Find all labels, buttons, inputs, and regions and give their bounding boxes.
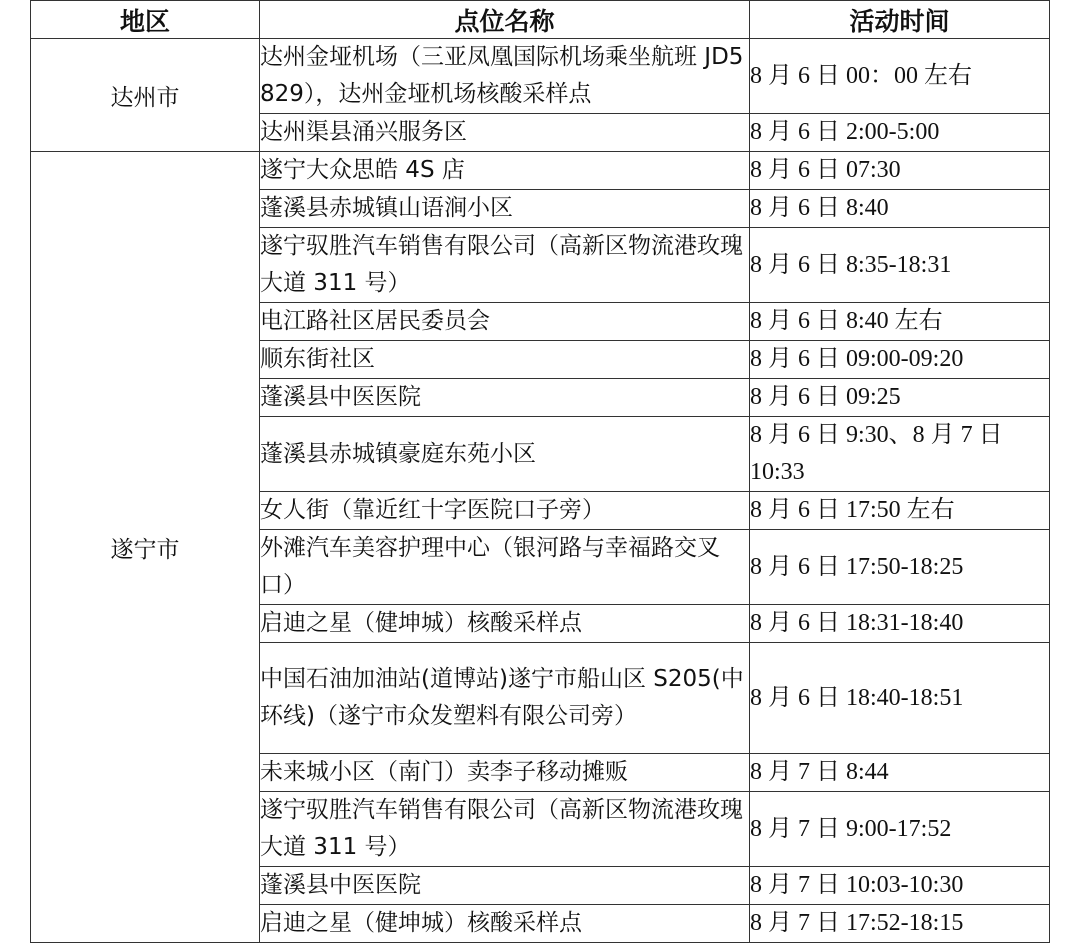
time-cell: 8 月 6 日 18:40-18:51 — [750, 643, 1050, 754]
header-row — [31, 1, 1050, 39]
table-row — [31, 39, 1050, 114]
place-cell: 外滩汽车美容护理中心（银河路与幸福路交叉口） — [260, 530, 750, 605]
place-cell: 蓬溪县中医医院 — [260, 867, 750, 905]
schedule-table — [30, 0, 1050, 943]
place-cell: 蓬溪县赤城镇豪庭东苑小区 — [260, 417, 750, 492]
place-cell: 蓬溪县中医医院 — [260, 379, 750, 417]
place-cell: 中国石油加油站(道博站)遂宁市船山区 S205(中环线)（遂宁市众发塑料有限公司旁） — [260, 643, 750, 754]
time-cell: 8 月 6 日 09:25 — [750, 379, 1050, 417]
time-cell: 8 月 7 日 17:52-18:15 — [750, 905, 1050, 943]
place-cell: 启迪之星（健坤城）核酸采样点 — [260, 605, 750, 643]
time-cell: 8 月 6 日 2:00-5:00 — [750, 114, 1050, 152]
place-cell: 遂宁驭胜汽车销售有限公司（高新区物流港玫瑰大道 311 号） — [260, 228, 750, 303]
header-place: 点位名称 — [260, 1, 750, 39]
place-cell: 达州金垭机场（三亚凤凰国际机场乘坐航班 JD5829），达州金垭机场核酸采样点 — [260, 39, 750, 114]
time-cell: 8 月 6 日 07:30 — [750, 152, 1050, 190]
place-cell: 达州渠县涌兴服务区 — [260, 114, 750, 152]
time-cell: 8 月 6 日 18:31-18:40 — [750, 605, 1050, 643]
time-cell: 8 月 6 日 17:50-18:25 — [750, 530, 1050, 605]
place-cell: 电江路社区居民委员会 — [260, 303, 750, 341]
time-cell: 8 月 7 日 10:03-10:30 — [750, 867, 1050, 905]
time-cell: 8 月 6 日 17:50 左右 — [750, 492, 1050, 530]
time-cell: 8 月 7 日 9:00-17:52 — [750, 792, 1050, 867]
time-cell: 8 月 6 日 8:40 — [750, 190, 1050, 228]
place-cell: 蓬溪县赤城镇山语涧小区 — [260, 190, 750, 228]
place-cell: 启迪之星（健坤城）核酸采样点 — [260, 905, 750, 943]
time-cell: 8 月 6 日 8:40 左右 — [750, 303, 1050, 341]
place-cell: 遂宁驭胜汽车销售有限公司（高新区物流港玫瑰大道 311 号） — [260, 792, 750, 867]
place-cell: 女人街（靠近红十字医院口子旁） — [260, 492, 750, 530]
region-cell-suining: 遂宁市 — [31, 152, 260, 943]
time-cell: 8 月 6 日 8:35-18:31 — [750, 228, 1050, 303]
time-cell: 8 月 6 日 00：00 左右 — [750, 39, 1050, 114]
place-cell: 未来城小区（南门）卖李子移动摊贩 — [260, 754, 750, 792]
place-cell: 顺东街社区 — [260, 341, 750, 379]
time-cell: 8 月 7 日 8:44 — [750, 754, 1050, 792]
time-cell: 8 月 6 日 09:00-09:20 — [750, 341, 1050, 379]
place-cell: 遂宁大众思皓 4S 店 — [260, 152, 750, 190]
region-cell-dazhou: 达州市 — [31, 39, 260, 152]
header-time: 活动时间 — [750, 1, 1050, 39]
header-region: 地区 — [31, 1, 260, 39]
table-row — [31, 152, 1050, 190]
time-cell: 8 月 6 日 9:30、8 月 7 日 10:33 — [750, 417, 1050, 492]
